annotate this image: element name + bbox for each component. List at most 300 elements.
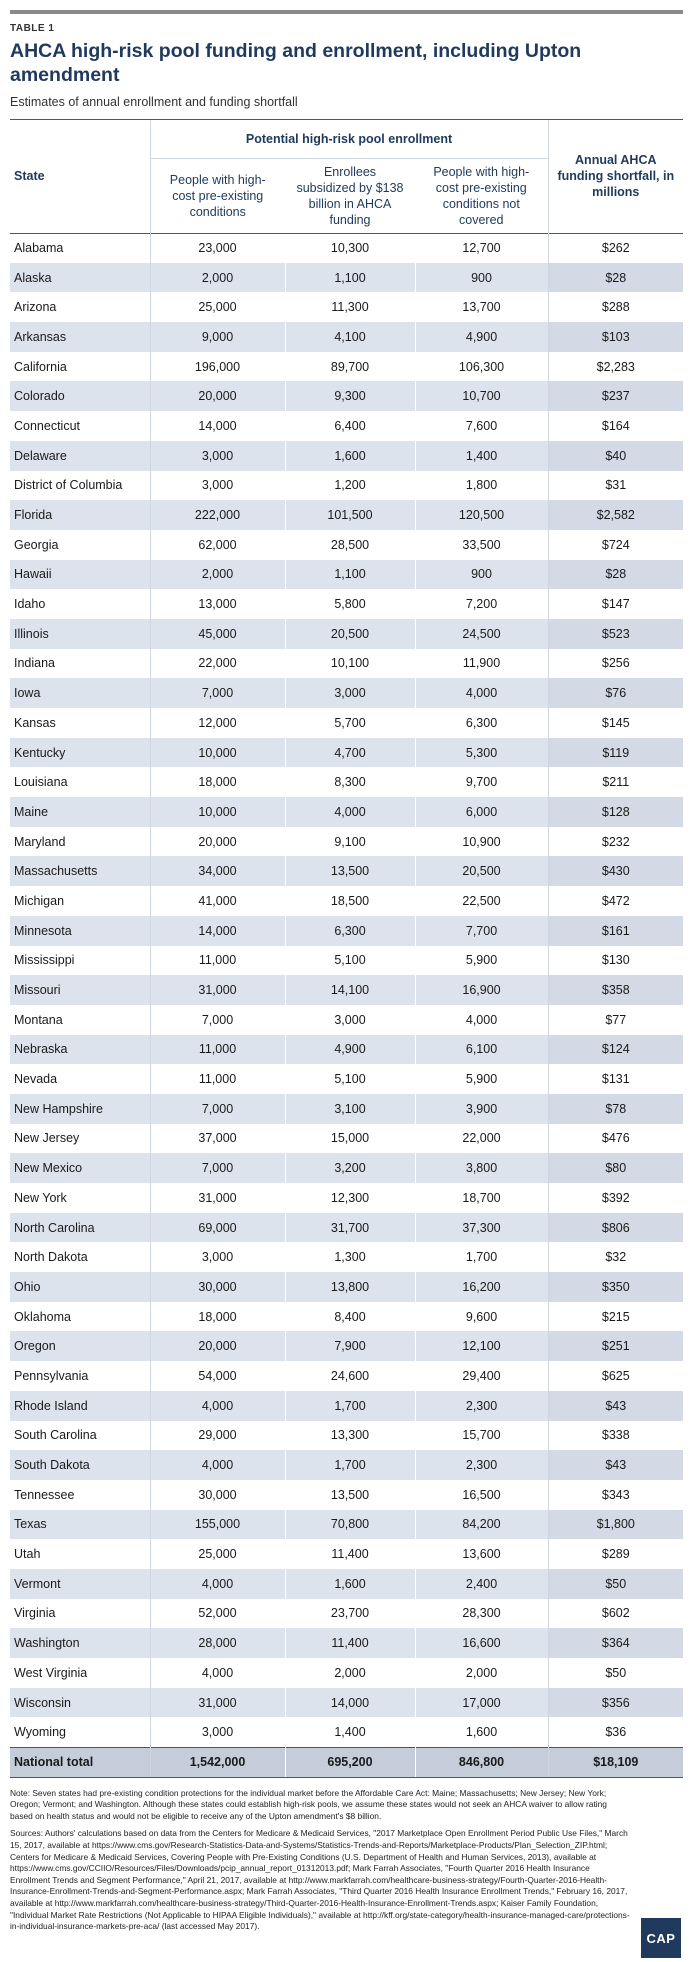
preexisting-cell: 196,000 xyxy=(150,352,285,382)
state-cell: Florida xyxy=(10,500,150,530)
state-cell: West Virginia xyxy=(14,1665,88,1680)
header-preexisting: People with high-cost pre-existing conditions xyxy=(150,158,285,233)
subsidized-cell: 1,100 xyxy=(285,263,415,293)
table-title: AHCA high-risk pool funding and enrollment, including Upton amendment xyxy=(10,40,582,86)
not-covered-cell: 11,900 xyxy=(415,649,548,679)
shortfall-cell: $164 xyxy=(548,411,683,441)
shortfall-cell: $211 xyxy=(548,767,683,797)
state-cell: Tennessee xyxy=(14,1487,75,1502)
preexisting-cell: 11,000 xyxy=(150,1064,285,1094)
not-covered-cell: 2,400 xyxy=(415,1569,548,1599)
shortfall-cell: $364 xyxy=(548,1628,683,1658)
preexisting-cell: 2,000 xyxy=(150,263,285,293)
not-covered-cell: 10,700 xyxy=(415,381,548,411)
preexisting-cell: 3,000 xyxy=(150,471,285,501)
state-cell: Wisconsin xyxy=(10,1688,150,1718)
not-covered-cell: 12,700 xyxy=(415,233,548,263)
not-covered-cell: 120,500 xyxy=(415,500,548,530)
table-row xyxy=(10,1510,683,1540)
preexisting-cell: 4,000 xyxy=(150,1569,285,1599)
shortfall-cell: $76 xyxy=(548,678,683,708)
table-row xyxy=(10,1480,683,1510)
shortfall-cell: $145 xyxy=(548,708,683,738)
preexisting-cell: 3,000 xyxy=(150,1717,285,1747)
preexisting-cell: 31,000 xyxy=(150,1183,285,1213)
state-cell: South Dakota xyxy=(10,1450,150,1480)
subsidized-cell: 5,700 xyxy=(285,708,415,738)
shortfall-cell: $50 xyxy=(548,1569,683,1599)
preexisting-cell: 14,000 xyxy=(150,916,285,946)
table-row xyxy=(10,619,683,649)
table-row xyxy=(10,1094,683,1124)
subsidized-cell: 11,300 xyxy=(285,292,415,322)
not-covered-cell: 28,300 xyxy=(415,1599,548,1629)
table-row xyxy=(10,678,683,708)
not-covered-cell: 846,800 xyxy=(415,1747,548,1777)
table-row xyxy=(10,411,683,441)
shortfall-cell: $237 xyxy=(548,381,683,411)
not-covered-cell: 6,100 xyxy=(415,1035,548,1065)
preexisting-cell: 4,000 xyxy=(150,1658,285,1688)
state-cell: Utah xyxy=(14,1547,41,1562)
state-cell: Arkansas xyxy=(10,322,150,352)
table-row xyxy=(10,1361,683,1391)
state-cell: Idaho xyxy=(14,597,46,612)
state-cell: Massachusetts xyxy=(10,856,150,886)
preexisting-cell: 20,000 xyxy=(150,1331,285,1361)
subsidized-cell: 28,500 xyxy=(285,530,415,560)
subsidized-cell: 8,400 xyxy=(285,1302,415,1332)
state-cell: Alaska xyxy=(10,263,150,293)
subsidized-cell: 11,400 xyxy=(285,1539,415,1569)
not-covered-cell: 22,000 xyxy=(415,1124,548,1154)
state-cell: Washington xyxy=(10,1628,150,1658)
state-cell: Georgia xyxy=(14,537,59,552)
subsidized-cell: 1,600 xyxy=(285,1569,415,1599)
not-covered-cell: 12,100 xyxy=(415,1331,548,1361)
not-covered-cell: 7,200 xyxy=(415,589,548,619)
table-row xyxy=(10,946,683,976)
table-row xyxy=(10,1628,683,1658)
not-covered-cell: 37,300 xyxy=(415,1213,548,1243)
state-cell: Michigan xyxy=(14,893,65,908)
preexisting-cell: 18,000 xyxy=(150,767,285,797)
table-subtitle: Estimates of annual enrollment and funding shortfall xyxy=(10,95,298,109)
preexisting-cell: 52,000 xyxy=(150,1599,285,1629)
preexisting-cell: 31,000 xyxy=(150,1688,285,1718)
table-row xyxy=(10,263,683,293)
not-covered-cell: 16,600 xyxy=(415,1628,548,1658)
shortfall-cell: $40 xyxy=(548,441,683,471)
shortfall-cell: $124 xyxy=(548,1035,683,1065)
not-covered-cell: 4,900 xyxy=(415,322,548,352)
table-row xyxy=(10,1658,683,1688)
preexisting-cell: 29,000 xyxy=(150,1421,285,1451)
shortfall-cell: $77 xyxy=(548,1005,683,1035)
table-row xyxy=(10,1213,683,1243)
subsidized-cell: 3,200 xyxy=(285,1153,415,1183)
shortfall-cell: $356 xyxy=(548,1688,683,1718)
not-covered-cell: 15,700 xyxy=(415,1421,548,1451)
preexisting-cell: 9,000 xyxy=(150,322,285,352)
subsidized-cell: 89,700 xyxy=(285,352,415,382)
shortfall-cell: $806 xyxy=(548,1213,683,1243)
shortfall-cell: $36 xyxy=(548,1717,683,1747)
header-group: Potential high-risk pool enrollment xyxy=(150,120,548,158)
not-covered-cell: 7,600 xyxy=(415,411,548,441)
preexisting-cell: 3,000 xyxy=(150,1242,285,1272)
preexisting-cell: 31,000 xyxy=(150,975,285,1005)
not-covered-cell: 24,500 xyxy=(415,619,548,649)
not-covered-cell: 84,200 xyxy=(415,1510,548,1540)
not-covered-cell: 20,500 xyxy=(415,856,548,886)
preexisting-cell: 11,000 xyxy=(150,946,285,976)
subsidized-cell: 2,000 xyxy=(285,1658,415,1688)
table-row xyxy=(10,1450,683,1480)
not-covered-cell: 10,900 xyxy=(415,827,548,857)
state-cell: Delaware xyxy=(10,441,150,471)
subsidized-cell: 1,100 xyxy=(285,560,415,590)
preexisting-cell: 18,000 xyxy=(150,1302,285,1332)
shortfall-cell: $131 xyxy=(548,1064,683,1094)
preexisting-cell: 222,000 xyxy=(150,500,285,530)
table-row xyxy=(10,530,683,560)
subsidized-cell: 4,900 xyxy=(285,1035,415,1065)
table-row xyxy=(10,1717,683,1747)
state-cell: New Jersey xyxy=(14,1131,80,1146)
shortfall-cell: $31 xyxy=(548,471,683,501)
state-cell: South Carolina xyxy=(14,1428,97,1443)
not-covered-cell: 5,900 xyxy=(415,1064,548,1094)
subsidized-cell: 14,100 xyxy=(285,975,415,1005)
table-row xyxy=(10,500,683,530)
shortfall-cell: $288 xyxy=(548,292,683,322)
state-cell: North Carolina xyxy=(10,1213,150,1243)
preexisting-cell: 25,000 xyxy=(150,292,285,322)
shortfall-cell: $350 xyxy=(548,1272,683,1302)
table-row xyxy=(10,649,683,679)
state-cell: Missouri xyxy=(10,975,150,1005)
preexisting-cell: 22,000 xyxy=(150,649,285,679)
subsidized-cell: 4,000 xyxy=(285,797,415,827)
shortfall-cell: $50 xyxy=(548,1658,683,1688)
shortfall-cell: $476 xyxy=(548,1124,683,1154)
state-cell: Oregon xyxy=(10,1331,150,1361)
table-row xyxy=(10,738,683,768)
preexisting-cell: 11,000 xyxy=(150,1035,285,1065)
subsidized-cell: 3,000 xyxy=(285,1005,415,1035)
state-cell: California xyxy=(14,359,67,374)
not-covered-cell: 5,900 xyxy=(415,946,548,976)
subsidized-cell: 31,700 xyxy=(285,1213,415,1243)
shortfall-cell: $392 xyxy=(548,1183,683,1213)
state-cell: National total xyxy=(10,1747,150,1777)
state-cell: Pennsylvania xyxy=(14,1368,89,1383)
table-row xyxy=(10,1421,683,1451)
table-row xyxy=(10,1688,683,1718)
preexisting-cell: 4,000 xyxy=(150,1391,285,1421)
state-cell: Oklahoma xyxy=(14,1309,71,1324)
not-covered-cell: 900 xyxy=(415,560,548,590)
subsidized-cell: 9,300 xyxy=(285,381,415,411)
not-covered-cell: 3,900 xyxy=(415,1094,548,1124)
preexisting-cell: 7,000 xyxy=(150,1005,285,1035)
shortfall-cell: $130 xyxy=(548,946,683,976)
subsidized-cell: 1,700 xyxy=(285,1391,415,1421)
not-covered-cell: 4,000 xyxy=(415,678,548,708)
not-covered-cell: 1,600 xyxy=(415,1717,548,1747)
subsidized-cell: 5,100 xyxy=(285,1064,415,1094)
table-row xyxy=(10,1153,683,1183)
state-cell: Illinois xyxy=(10,619,150,649)
subsidized-cell: 13,800 xyxy=(285,1272,415,1302)
not-covered-cell: 900 xyxy=(415,263,548,293)
not-covered-cell: 17,000 xyxy=(415,1688,548,1718)
state-cell: Maryland xyxy=(14,834,66,849)
state-cell: Colorado xyxy=(10,381,150,411)
state-cell: Montana xyxy=(14,1012,63,1027)
preexisting-cell: 25,000 xyxy=(150,1539,285,1569)
table-row xyxy=(10,1539,683,1569)
shortfall-cell: $430 xyxy=(548,856,683,886)
shortfall-cell: $724 xyxy=(548,530,683,560)
page xyxy=(0,10,693,1962)
preexisting-cell: 41,000 xyxy=(150,886,285,916)
state-cell: District of Columbia xyxy=(14,478,123,493)
shortfall-cell: $43 xyxy=(548,1391,683,1421)
header-subsidized: Enrollees subsidized by $138 billion in AHCA funding xyxy=(296,164,404,227)
shortfall-cell: $119 xyxy=(548,738,683,768)
table-row xyxy=(10,916,683,946)
state-cell: Indiana xyxy=(14,656,56,671)
not-covered-cell: 16,200 xyxy=(415,1272,548,1302)
state-cell: New York xyxy=(14,1190,67,1205)
preexisting-cell: 20,000 xyxy=(150,827,285,857)
preexisting-cell: 30,000 xyxy=(150,1480,285,1510)
not-covered-cell: 2,300 xyxy=(415,1391,548,1421)
not-covered-cell: 16,500 xyxy=(415,1480,548,1510)
not-covered-cell: 18,700 xyxy=(415,1183,548,1213)
not-covered-cell: 1,400 xyxy=(415,441,548,471)
shortfall-cell: $472 xyxy=(548,886,683,916)
state-cell: Louisiana xyxy=(14,775,68,790)
not-covered-cell: 1,700 xyxy=(415,1242,548,1272)
table-row xyxy=(10,381,683,411)
preexisting-cell: 12,000 xyxy=(150,708,285,738)
state-cell: Connecticut xyxy=(14,418,81,433)
table-row xyxy=(10,292,683,322)
note-text: Note: Seven states had pre-existing condition protections for the individual market before the Affordable Care Act: Maine; Massachusetts; New Jersey; New York; Oregon; Vermont; and Washington. Although these states could establish high-risk pools, we assume these states would not seek an AHCA waiver to allow rating based on health status and would not be eligible to receive any of the Upton amendment's $8 billion. xyxy=(10,1787,607,1821)
state-cell: Ohio xyxy=(10,1272,150,1302)
subsidized-cell: 10,300 xyxy=(285,233,415,263)
state-cell: Hawaii xyxy=(10,560,150,590)
not-covered-cell: 7,700 xyxy=(415,916,548,946)
state-cell: North Dakota xyxy=(14,1250,88,1265)
not-covered-cell: 6,300 xyxy=(415,708,548,738)
header-state: State xyxy=(14,169,45,184)
subsidized-cell: 13,500 xyxy=(285,856,415,886)
shortfall-cell: $251 xyxy=(548,1331,683,1361)
preexisting-cell: 2,000 xyxy=(150,560,285,590)
preexisting-cell: 10,000 xyxy=(150,797,285,827)
not-covered-cell: 13,700 xyxy=(415,292,548,322)
subsidized-cell: 20,500 xyxy=(285,619,415,649)
table-row xyxy=(10,1005,683,1035)
table-row xyxy=(10,471,683,501)
table-row xyxy=(10,560,683,590)
not-covered-cell: 5,300 xyxy=(415,738,548,768)
subsidized-cell: 6,400 xyxy=(285,411,415,441)
subsidized-cell: 5,800 xyxy=(285,589,415,619)
shortfall-cell: $147 xyxy=(548,589,683,619)
preexisting-cell: 23,000 xyxy=(150,233,285,263)
table-row xyxy=(10,975,683,1005)
shortfall-cell: $262 xyxy=(548,233,683,263)
state-cell: Wyoming xyxy=(14,1724,66,1739)
shortfall-cell: $338 xyxy=(548,1421,683,1451)
not-covered-cell: 2,000 xyxy=(415,1658,548,1688)
subsidized-cell: 101,500 xyxy=(285,500,415,530)
subsidized-cell: 1,600 xyxy=(285,441,415,471)
preexisting-cell: 7,000 xyxy=(150,1153,285,1183)
shortfall-cell: $43 xyxy=(548,1450,683,1480)
preexisting-cell: 37,000 xyxy=(150,1124,285,1154)
shortfall-cell: $602 xyxy=(548,1599,683,1629)
notes xyxy=(10,1788,630,1933)
preexisting-cell: 155,000 xyxy=(150,1510,285,1540)
subsidized-cell: 4,100 xyxy=(285,322,415,352)
header-not-covered: People with high-cost pre-existing conditions not covered xyxy=(433,164,530,227)
preexisting-cell: 30,000 xyxy=(150,1272,285,1302)
preexisting-cell: 62,000 xyxy=(150,530,285,560)
shortfall-cell: $18,109 xyxy=(548,1747,683,1777)
subsidized-cell: 12,300 xyxy=(285,1183,415,1213)
subsidized-cell: 8,300 xyxy=(285,767,415,797)
shortfall-cell: $161 xyxy=(548,916,683,946)
preexisting-cell: 10,000 xyxy=(150,738,285,768)
not-covered-cell: 106,300 xyxy=(415,352,548,382)
subsidized-cell: 14,000 xyxy=(285,1688,415,1718)
state-cell: Nebraska xyxy=(10,1035,150,1065)
table-row xyxy=(10,886,683,916)
cap-logo: CAP xyxy=(641,1918,681,1958)
table-row xyxy=(10,856,683,886)
shortfall-cell: $215 xyxy=(548,1302,683,1332)
subsidized-cell: 24,600 xyxy=(285,1361,415,1391)
table-row xyxy=(10,797,683,827)
table-row xyxy=(10,1124,683,1154)
state-cell: Kentucky xyxy=(10,738,150,768)
subsidized-cell: 10,100 xyxy=(285,649,415,679)
table-row xyxy=(10,1064,683,1094)
total-row xyxy=(10,1747,683,1777)
state-cell: Vermont xyxy=(10,1569,150,1599)
not-covered-cell: 3,800 xyxy=(415,1153,548,1183)
table-row xyxy=(10,1391,683,1421)
table-row xyxy=(10,441,683,471)
state-cell: New Mexico xyxy=(10,1153,150,1183)
shortfall-cell: $28 xyxy=(548,560,683,590)
state-cell: Texas xyxy=(10,1510,150,1540)
shortfall-cell: $2,283 xyxy=(548,352,683,382)
table-row xyxy=(10,233,683,263)
preexisting-cell: 34,000 xyxy=(150,856,285,886)
table-row xyxy=(10,1331,683,1361)
preexisting-cell: 45,000 xyxy=(150,619,285,649)
subsidized-cell: 1,200 xyxy=(285,471,415,501)
table-body xyxy=(10,233,683,1777)
subsidized-cell: 70,800 xyxy=(285,1510,415,1540)
shortfall-cell: $523 xyxy=(548,619,683,649)
table-row xyxy=(10,827,683,857)
shortfall-cell: $358 xyxy=(548,975,683,1005)
not-covered-cell: 4,000 xyxy=(415,1005,548,1035)
state-cell: Rhode Island xyxy=(10,1391,150,1421)
state-cell: Alabama xyxy=(10,233,150,263)
not-covered-cell: 2,300 xyxy=(415,1450,548,1480)
shortfall-cell: $232 xyxy=(548,827,683,857)
header-shortfall: Annual AHCA funding shortfall, in millions xyxy=(548,120,683,233)
shortfall-cell: $80 xyxy=(548,1153,683,1183)
shortfall-cell: $2,582 xyxy=(548,500,683,530)
table-row xyxy=(10,1599,683,1629)
not-covered-cell: 6,000 xyxy=(415,797,548,827)
table-row xyxy=(10,1242,683,1272)
preexisting-cell: 20,000 xyxy=(150,381,285,411)
shortfall-cell: $78 xyxy=(548,1094,683,1124)
state-cell: Kansas xyxy=(14,715,56,730)
table-row xyxy=(10,708,683,738)
preexisting-cell: 4,000 xyxy=(150,1450,285,1480)
preexisting-cell: 54,000 xyxy=(150,1361,285,1391)
shortfall-cell: $1,800 xyxy=(548,1510,683,1540)
table-row xyxy=(10,1035,683,1065)
sources-text: Sources: Authors' calculations based on data from the Centers for Medicare & Medicaid Services, "2017 Marketplace Open Enrollment Period Public Use Files," March 15, 2017, available at https://www.cms.gov/Research-Statistics-Data-and-Systems/Statistics-Trends-and-Reports/Marketplace-Products/Plan_Selection_ZIP.html; Centers for Medicare & Medicaid Services, Covering People with Pre-Existing Conditions (U.S. Department of Health and Human Services, 2013), available at https://www.cms.gov/CCIIO/Resources/Files/Downloads/pcip_annual_report_01312013.pdf; Mark Farrah Associates, "Fourth Quarter 2016 Health Insurance Enrollment Trends and Segment Performance," April 21, 2017, available at http://www.markfarrah.com/healthcare-business-strategy/Fourth-Quarter-2016-Health-Insurance-Enrollment-Trends-and-Segment-Performance.aspx; Mark Farrah Associates, "Third Quarter 2016 Health Insurance Enrollment Trends," February 16, 2017, available at http://www.markfarrah.com/healthcare-business-strategy/Third-Quarter-2016-Health-Insurance-Enrollment-Trends.aspx; Kaiser Family Foundation, "Individual Market Rate Restrictions (Not Applicable to HIPAA Eligible Individuals)," available at http://kff.org/state-category/health-insurance-managed-care/protections-in-individual-insurance-markets-pre-aca/ (last accessed May 2017). xyxy=(10,1828,630,1932)
subsidized-cell: 3,000 xyxy=(285,678,415,708)
subsidized-cell: 3,100 xyxy=(285,1094,415,1124)
subsidized-cell: 13,300 xyxy=(285,1421,415,1451)
state-cell: Iowa xyxy=(10,678,150,708)
shortfall-cell: $103 xyxy=(548,322,683,352)
state-cell: Arizona xyxy=(14,300,57,315)
not-covered-cell: 16,900 xyxy=(415,975,548,1005)
state-cell: Nevada xyxy=(14,1072,58,1087)
subsidized-cell: 13,500 xyxy=(285,1480,415,1510)
table-row xyxy=(10,322,683,352)
subsidized-cell: 1,400 xyxy=(285,1717,415,1747)
table-row xyxy=(10,1569,683,1599)
not-covered-cell: 33,500 xyxy=(415,530,548,560)
state-cell: Minnesota xyxy=(10,916,150,946)
table-row xyxy=(10,352,683,382)
subsidized-cell: 15,000 xyxy=(285,1124,415,1154)
shortfall-cell: $343 xyxy=(548,1480,683,1510)
subsidized-cell: 9,100 xyxy=(285,827,415,857)
state-cell: Virginia xyxy=(14,1606,56,1621)
state-cell: Maine xyxy=(10,797,150,827)
table-row xyxy=(10,767,683,797)
subsidized-cell: 4,700 xyxy=(285,738,415,768)
shortfall-cell: $32 xyxy=(548,1242,683,1272)
table-row xyxy=(10,1272,683,1302)
shortfall-cell: $28 xyxy=(548,263,683,293)
not-covered-cell: 29,400 xyxy=(415,1361,548,1391)
preexisting-cell: 3,000 xyxy=(150,441,285,471)
subsidized-cell: 695,200 xyxy=(285,1747,415,1777)
not-covered-cell: 9,600 xyxy=(415,1302,548,1332)
subsidized-cell: 23,700 xyxy=(285,1599,415,1629)
not-covered-cell: 1,800 xyxy=(415,471,548,501)
